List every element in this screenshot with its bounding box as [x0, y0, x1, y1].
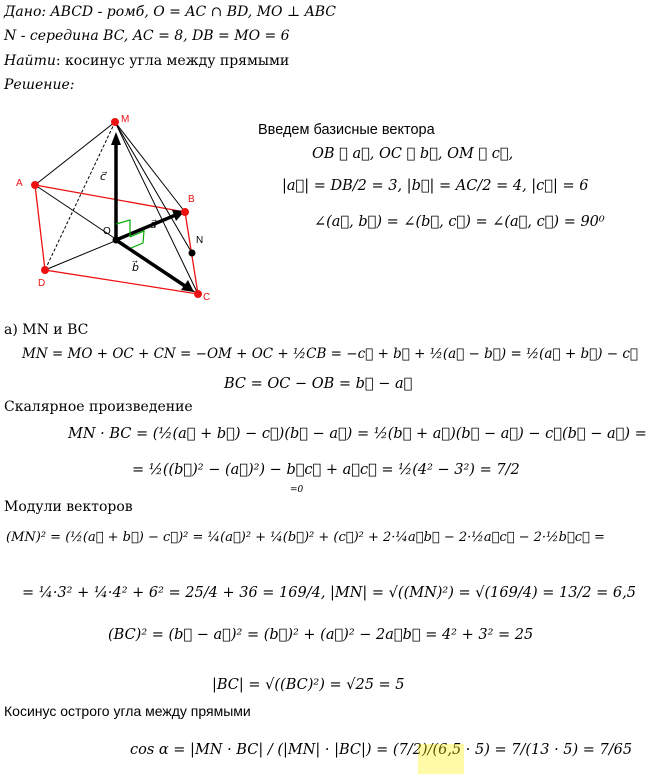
label-O: O: [103, 226, 111, 237]
basis-angles: ∠(a⃗, b⃗) = ∠(b⃗, c⃗) = ∠(a⃗, c⃗) = 90⁰: [314, 214, 605, 230]
basis-intro: Введем базисные вектора: [258, 122, 435, 138]
moduli-line-3: (BC)² = (b⃗ − a⃗)² = (b⃗)² + (a⃗)² − 2a⃗b⃗ = 4² + 3² = 25: [108, 627, 534, 643]
label-vec-c: c⃗: [100, 171, 107, 183]
cosine-formula-text: cos α = |MN · BC| / (|MN| · |BC|) = (7/2)/(6,5 · 5) = 7/(13 · 5) = 7/65: [130, 742, 633, 758]
label-B: B: [188, 194, 195, 205]
moduli-line-4: |BC| = √((BC)²) = √25 = 5: [212, 677, 405, 693]
part-a-title: а) MN и BC: [4, 322, 89, 338]
point-O: [113, 237, 120, 244]
label-vec-b: b⃗: [132, 262, 139, 274]
cosine-heading: Косинус острого угла между прямыми: [4, 703, 251, 719]
answer-highlight-mark: [418, 744, 464, 774]
solution-label: Решение:: [4, 77, 75, 93]
given-label: Дано: [4, 4, 42, 20]
given-text-1: : ABCD - ромб, O = AC ∩ BD, MO ⊥ ABC: [41, 4, 336, 20]
label-D: D: [38, 278, 46, 289]
mn-expression: MN = MO + OC + CN = −OM + OC + ½CB = −c⃗ + b⃗ + ½(a⃗ − b⃗) = ½(a⃗ + b⃗) − c⃗: [22, 346, 639, 362]
label-N: N: [196, 235, 204, 246]
moduli-line-2b: |MN| = √((MN)²) = √(169/4) = 13/2 = 6,5: [330, 585, 636, 601]
point-B: [181, 208, 189, 216]
scalar-line-2: = ½((b⃗)² − (a⃗)²) − b⃗c⃗ + a⃗c⃗ = ½(4² − 3²) = 7/2: [132, 462, 520, 478]
vector-b-arrow: [116, 240, 188, 288]
moduli-line-1: (MN)² = (½(a⃗ + b⃗) − c⃗)² = ¼(a⃗)² + ¼(b⃗)² + (c⃗)² + 2·¼a⃗b⃗ − 2·½a⃗c⃗ − 2·½b⃗c⃗ =: [6, 530, 605, 545]
point-N: [189, 250, 196, 257]
moduli-heading: Модули векторов: [4, 499, 133, 515]
basis-definitions: OB ≝ a⃗, OC ≝ b⃗, OM ≝ c⃗,: [312, 146, 514, 162]
given-line: [4, 4, 336, 20]
bc-expression: BC = OC − OB = b⃗ − a⃗: [224, 376, 413, 392]
rhombus-pyramid-figure: [0, 100, 260, 310]
label-M: M: [121, 114, 130, 125]
label-A: A: [16, 178, 23, 189]
find-text: : косинус угла между прямыми: [55, 53, 290, 69]
scalar-heading: Скалярное произведение: [4, 399, 193, 415]
given-text-2: N - середина BC, AC = 8, DB = MO = 6: [4, 28, 290, 44]
vector-a-arrow: [116, 214, 178, 240]
point-A: [31, 181, 39, 189]
moduli-line-2: = ¼·3² + ¼·4² + 6² = 25/4 + 36 = 169/4,: [22, 585, 326, 601]
cosine-formula: [130, 742, 632, 758]
find-line: [4, 53, 289, 69]
basis-lengths: |a⃗| = DB/2 = 3, |b⃗| = AC/2 = 4, |c⃗| = 6: [282, 178, 589, 194]
label-vec-a: a⃗: [150, 219, 157, 231]
point-D: [41, 266, 49, 274]
scalar-zero-note: =0: [290, 485, 304, 495]
label-C: C: [203, 292, 211, 303]
scalar-line-1: MN · BC = (½(a⃗ + b⃗) − c⃗)(b⃗ − a⃗) = ½(b⃗ + a⃗)(b⃗ − a⃗) − c⃗(b⃗ − a⃗) =: [68, 426, 647, 442]
point-C: [194, 290, 202, 298]
point-M: [111, 118, 119, 126]
find-label: Найти: [4, 53, 56, 69]
